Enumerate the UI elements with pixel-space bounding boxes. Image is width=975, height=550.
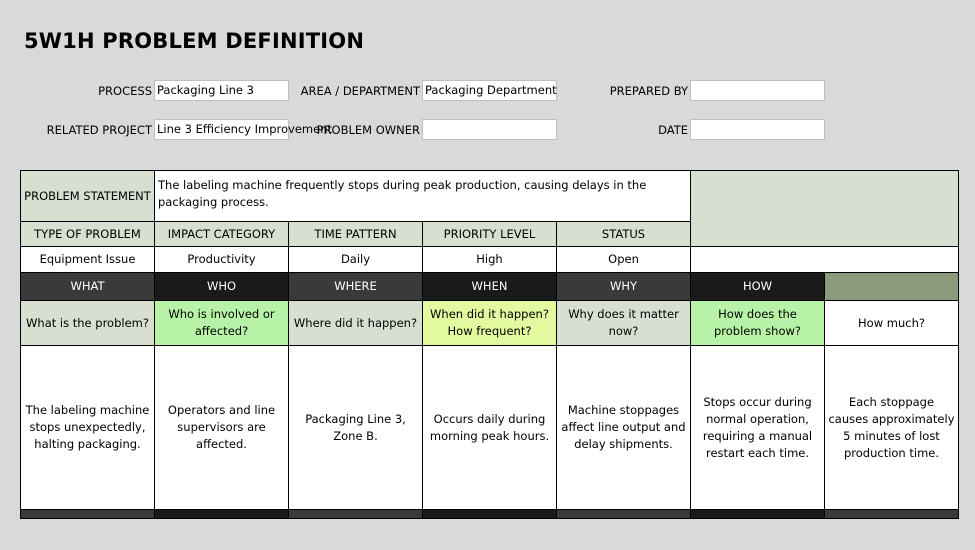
question-who: Who is involved or affected? [155, 301, 289, 346]
related-project-field[interactable]: Line 3 Efficiency Improvement [154, 119, 289, 140]
question-how-much: How much? [825, 301, 959, 346]
related-project-label: RELATED PROJECT [46, 123, 152, 137]
area-department-label: AREA / DEPARTMENT [300, 84, 420, 98]
problem-definition-table [20, 170, 959, 519]
question-where: Where did it happen? [289, 301, 423, 346]
problem-owner-field[interactable] [422, 119, 557, 140]
meta-value-impact[interactable]: Productivity [155, 247, 289, 273]
answer-how-much[interactable]: Each stoppage causes approximately 5 minutes of lost production time. [825, 346, 959, 510]
answer-why[interactable]: Machine stoppages affect line output and delay shipments. [557, 346, 691, 510]
question-how: How does the problem show? [691, 301, 825, 346]
problem-statement-text[interactable]: The labeling machine frequently stops during peak production, causing delays in the packaging process. [155, 171, 691, 222]
prepared-by-label: PREPARED BY [609, 84, 688, 98]
footer-bar-6 [691, 510, 825, 519]
answer-where[interactable]: Packaging Line 3, Zone B. [289, 346, 423, 510]
footer-bar-3 [289, 510, 423, 519]
question-why: Why does it matter now? [557, 301, 691, 346]
footer-bar-5 [557, 510, 691, 519]
answer-how[interactable]: Stops occur during normal operation, requiring a manual restart each time. [691, 346, 825, 510]
process-label: PROCESS [98, 84, 152, 98]
header-what: WHAT [21, 273, 155, 301]
meta-value-status[interactable]: Open [557, 247, 691, 273]
header-who: WHO [155, 273, 289, 301]
statement-side-panel [691, 171, 959, 247]
problem-statement-label: PROBLEM STATEMENT [21, 171, 155, 222]
date-field[interactable] [690, 119, 825, 140]
footer-bar-4 [423, 510, 557, 519]
prepared-by-field[interactable] [690, 80, 825, 101]
header-where: WHERE [289, 273, 423, 301]
meta-header-status: STATUS [557, 222, 691, 247]
process-field[interactable]: Packaging Line 3 [154, 80, 289, 101]
footer-bar-1 [21, 510, 155, 519]
answer-what[interactable]: The labeling machine stops unexpectedly, halting packaging. [21, 346, 155, 510]
meta-value-time[interactable]: Daily [289, 247, 423, 273]
header-when: WHEN [423, 273, 557, 301]
problem-owner-label: PROBLEM OWNER [316, 123, 420, 137]
meta-value-priority[interactable]: High [423, 247, 557, 273]
meta-header-impact: IMPACT CATEGORY [155, 222, 289, 247]
question-when: When did it happen? How frequent? [423, 301, 557, 346]
meta-header-priority: PRIORITY LEVEL [423, 222, 557, 247]
meta-header-type: TYPE OF PROBLEM [21, 222, 155, 247]
answer-who[interactable]: Operators and line supervisors are affected. [155, 346, 289, 510]
meta-value-type[interactable]: Equipment Issue [21, 247, 155, 273]
meta-header-time: TIME PATTERN [289, 222, 423, 247]
date-label: DATE [658, 123, 688, 137]
meta-value-blank [691, 247, 959, 273]
area-department-field[interactable]: Packaging Department [422, 80, 557, 101]
footer-bar-2 [155, 510, 289, 519]
header-how: HOW [691, 273, 825, 301]
footer-bar-7 [825, 510, 959, 519]
question-what: What is the problem? [21, 301, 155, 346]
header-how-much [825, 273, 959, 301]
answer-when[interactable]: Occurs daily during morning peak hours. [423, 346, 557, 510]
page-title: 5W1H PROBLEM DEFINITION [24, 29, 365, 53]
header-why: WHY [557, 273, 691, 301]
